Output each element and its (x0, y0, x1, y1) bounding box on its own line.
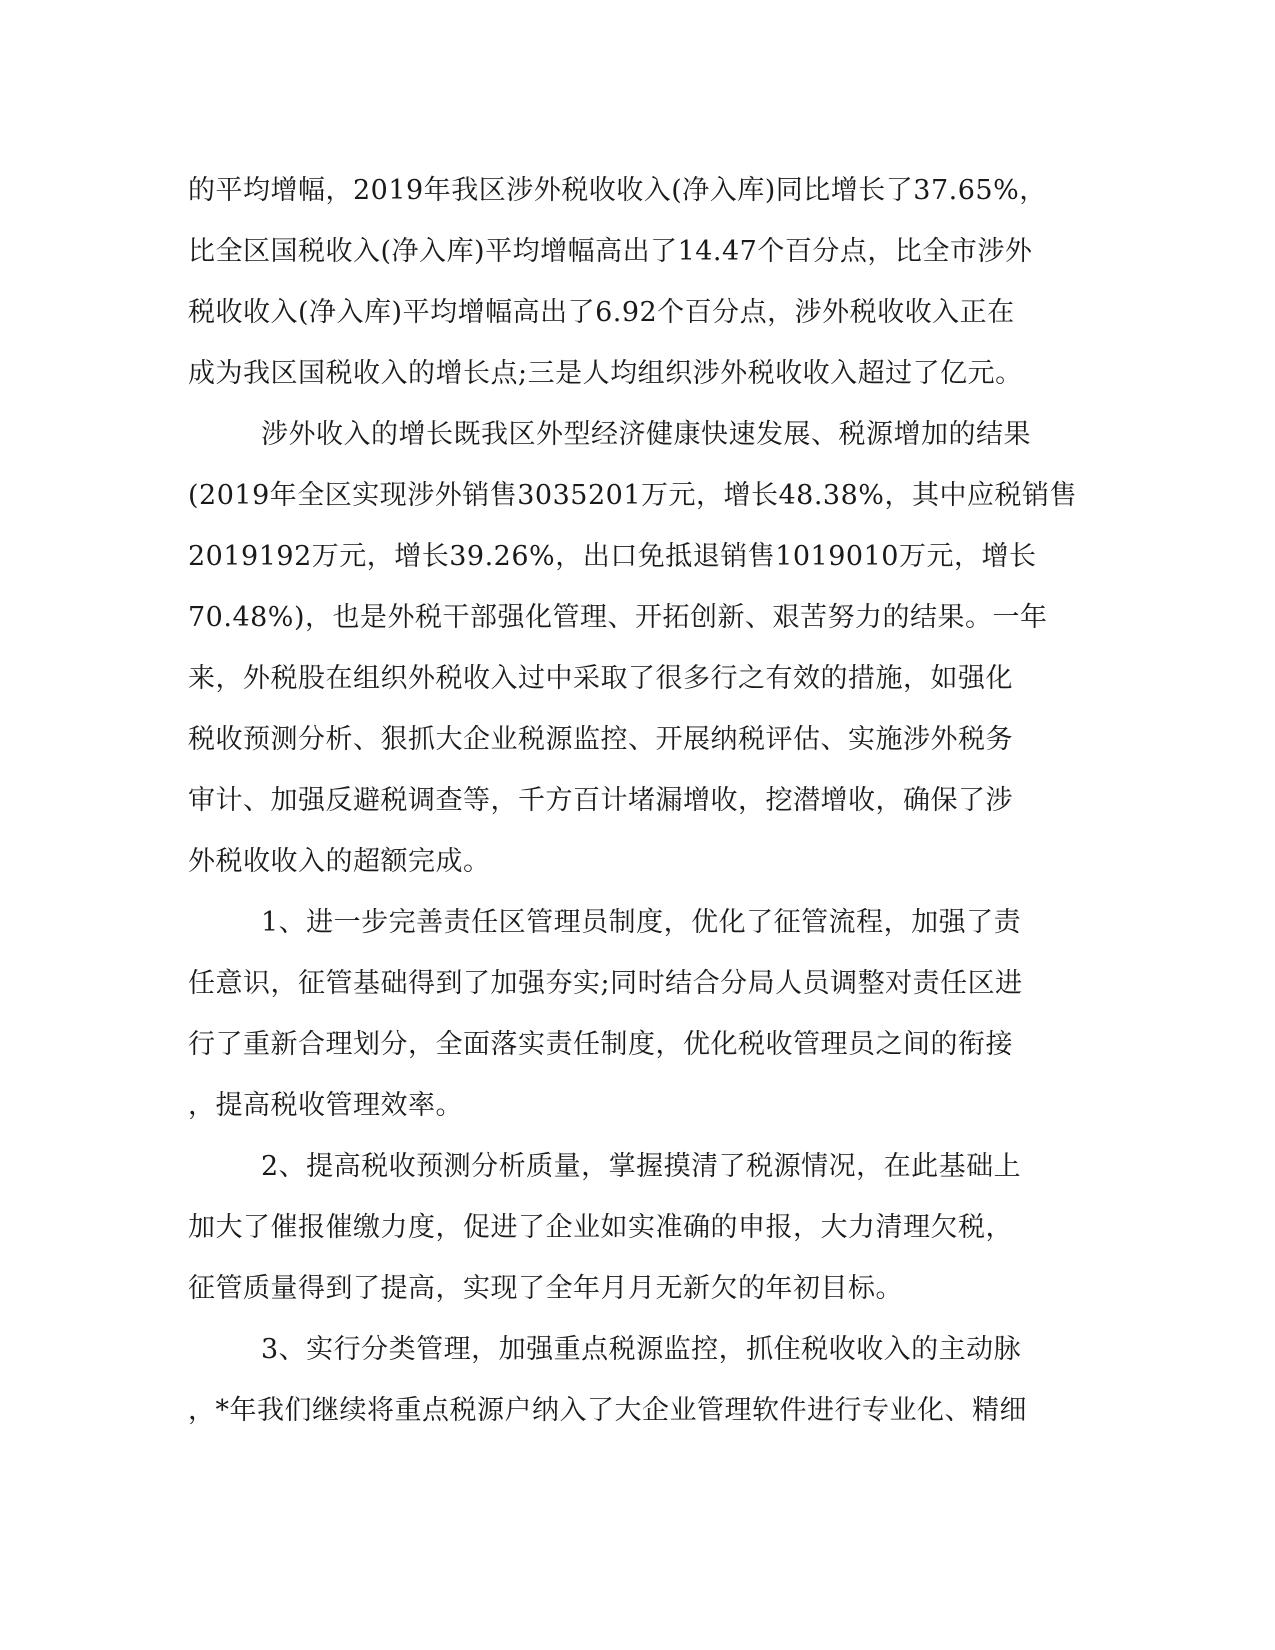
text-line-19: 征管质量得到了提高，实现了全年月月无新欠的年初目标。 (188, 1273, 903, 1304)
text-line-7: 2019192万元，增长39.26%，出口免抵退销售1019010万元，增长 (188, 541, 1037, 572)
text-line-9: 来，外税股在组织外税收入过中采取了很多行之有效的措施，如强化 (188, 663, 1013, 694)
text-line-1: 的平均增幅，2019年我区涉外税收收入(净入库)同比增长了37.65%， (188, 175, 1047, 206)
text-line-3: 税收收入(净入库)平均增幅高出了6.92个百分点，涉外税收收入正在 (188, 297, 1015, 328)
text-line-8: 70.48%)，也是外税干部强化管理、开拓创新、艰苦努力的结果。一年 (188, 602, 1048, 633)
text-line-10: 税收预测分析、狠抓大企业税源监控、开展纳税评估、实施涉外税务 (188, 724, 1013, 755)
text-line-14: 任意识，征管基础得到了加强夯实;同时结合分局人员调整对责任区进 (188, 968, 1023, 999)
text-line-5: 涉外收入的增长既我区外型经济健康快速发展、税源增加的结果 (261, 419, 1031, 450)
text-line-21: ，*年我们继续将重点税源户纳入了大企业管理软件进行专业化、精细 (188, 1395, 1027, 1426)
text-line-18: 加大了催报催缴力度，促进了企业如实准确的申报，大力清理欠税， (188, 1212, 1013, 1243)
text-line-12: 外税收收入的超额完成。 (188, 846, 491, 877)
text-line-16: ，提高税收管理效率。 (188, 1090, 463, 1121)
text-line-15: 行了重新合理划分，全面落实责任制度，优化税收管理员之间的衔接 (188, 1029, 1013, 1060)
text-line-2: 比全区国税收入(净入库)平均增幅高出了14.47个百分点，比全市涉外 (188, 236, 1033, 267)
text-line-11: 审计、加强反避税调查等，千方百计堵漏增收，挖潜增收，确保了涉 (188, 785, 1013, 816)
text-line-6: (2019年全区实现涉外销售3035201万元，增长48.38%，其中应税销售 (188, 480, 1077, 511)
document-body (188, 160, 1088, 1441)
text-line-4: 成为我区国税收入的增长点;三是人均组织涉外税收收入超过了亿元。 (188, 358, 1023, 389)
text-line-20: 3、实行分类管理，加强重点税源监控，抓住税收收入的主动脉 (261, 1334, 1022, 1365)
text-line-17: 2、提高税收预测分析质量，掌握摸清了税源情况，在此基础上 (261, 1151, 1022, 1182)
text-line-13: 1、进一步完善责任区管理员制度，优化了征管流程，加强了责 (261, 907, 1022, 938)
